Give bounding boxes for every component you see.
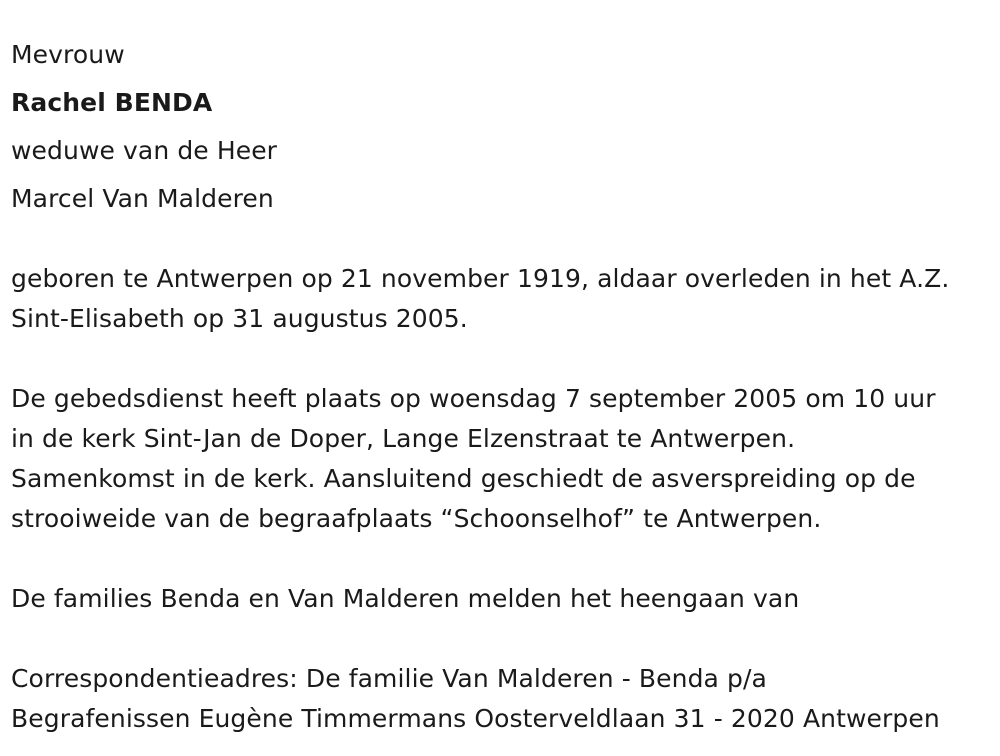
salutation: Mevrouw xyxy=(11,40,125,69)
families-line: De families Benda en Van Malderen melden het heengaan van xyxy=(11,584,800,613)
service-line-3: Samenkomst in de kerk. Aansluitend geschiedt de asverspreiding op de xyxy=(11,464,916,493)
spouse-name: Marcel Van Malderen xyxy=(11,184,274,213)
correspondence-line-1: Correspondentieadres: De familie Van Malderen - Benda p/a xyxy=(11,664,767,693)
relation-text: weduwe van de Heer xyxy=(11,136,278,165)
service-line-4: strooiweide van de begraafplaats “Schoonselhof” te Antwerpen. xyxy=(11,504,822,533)
birth-death-line-2: Sint-Elisabeth op 31 augustus 2005. xyxy=(11,304,468,333)
birth-death-line-1: geboren te Antwerpen op 21 november 1919, aldaar overleden in het A.Z. xyxy=(11,264,950,293)
service-line-1: De gebedsdienst heeft plaats op woensdag 7 september 2005 om 10 uur xyxy=(11,384,936,413)
service-line-2: in de kerk Sint-Jan de Doper, Lange Elzenstraat te Antwerpen. xyxy=(11,424,796,453)
correspondence-line-2: Begrafenissen Eugène Timmermans Oosterveldlaan 31 - 2020 Antwerpen xyxy=(11,704,940,733)
deceased-name: Rachel BENDA xyxy=(11,88,213,117)
